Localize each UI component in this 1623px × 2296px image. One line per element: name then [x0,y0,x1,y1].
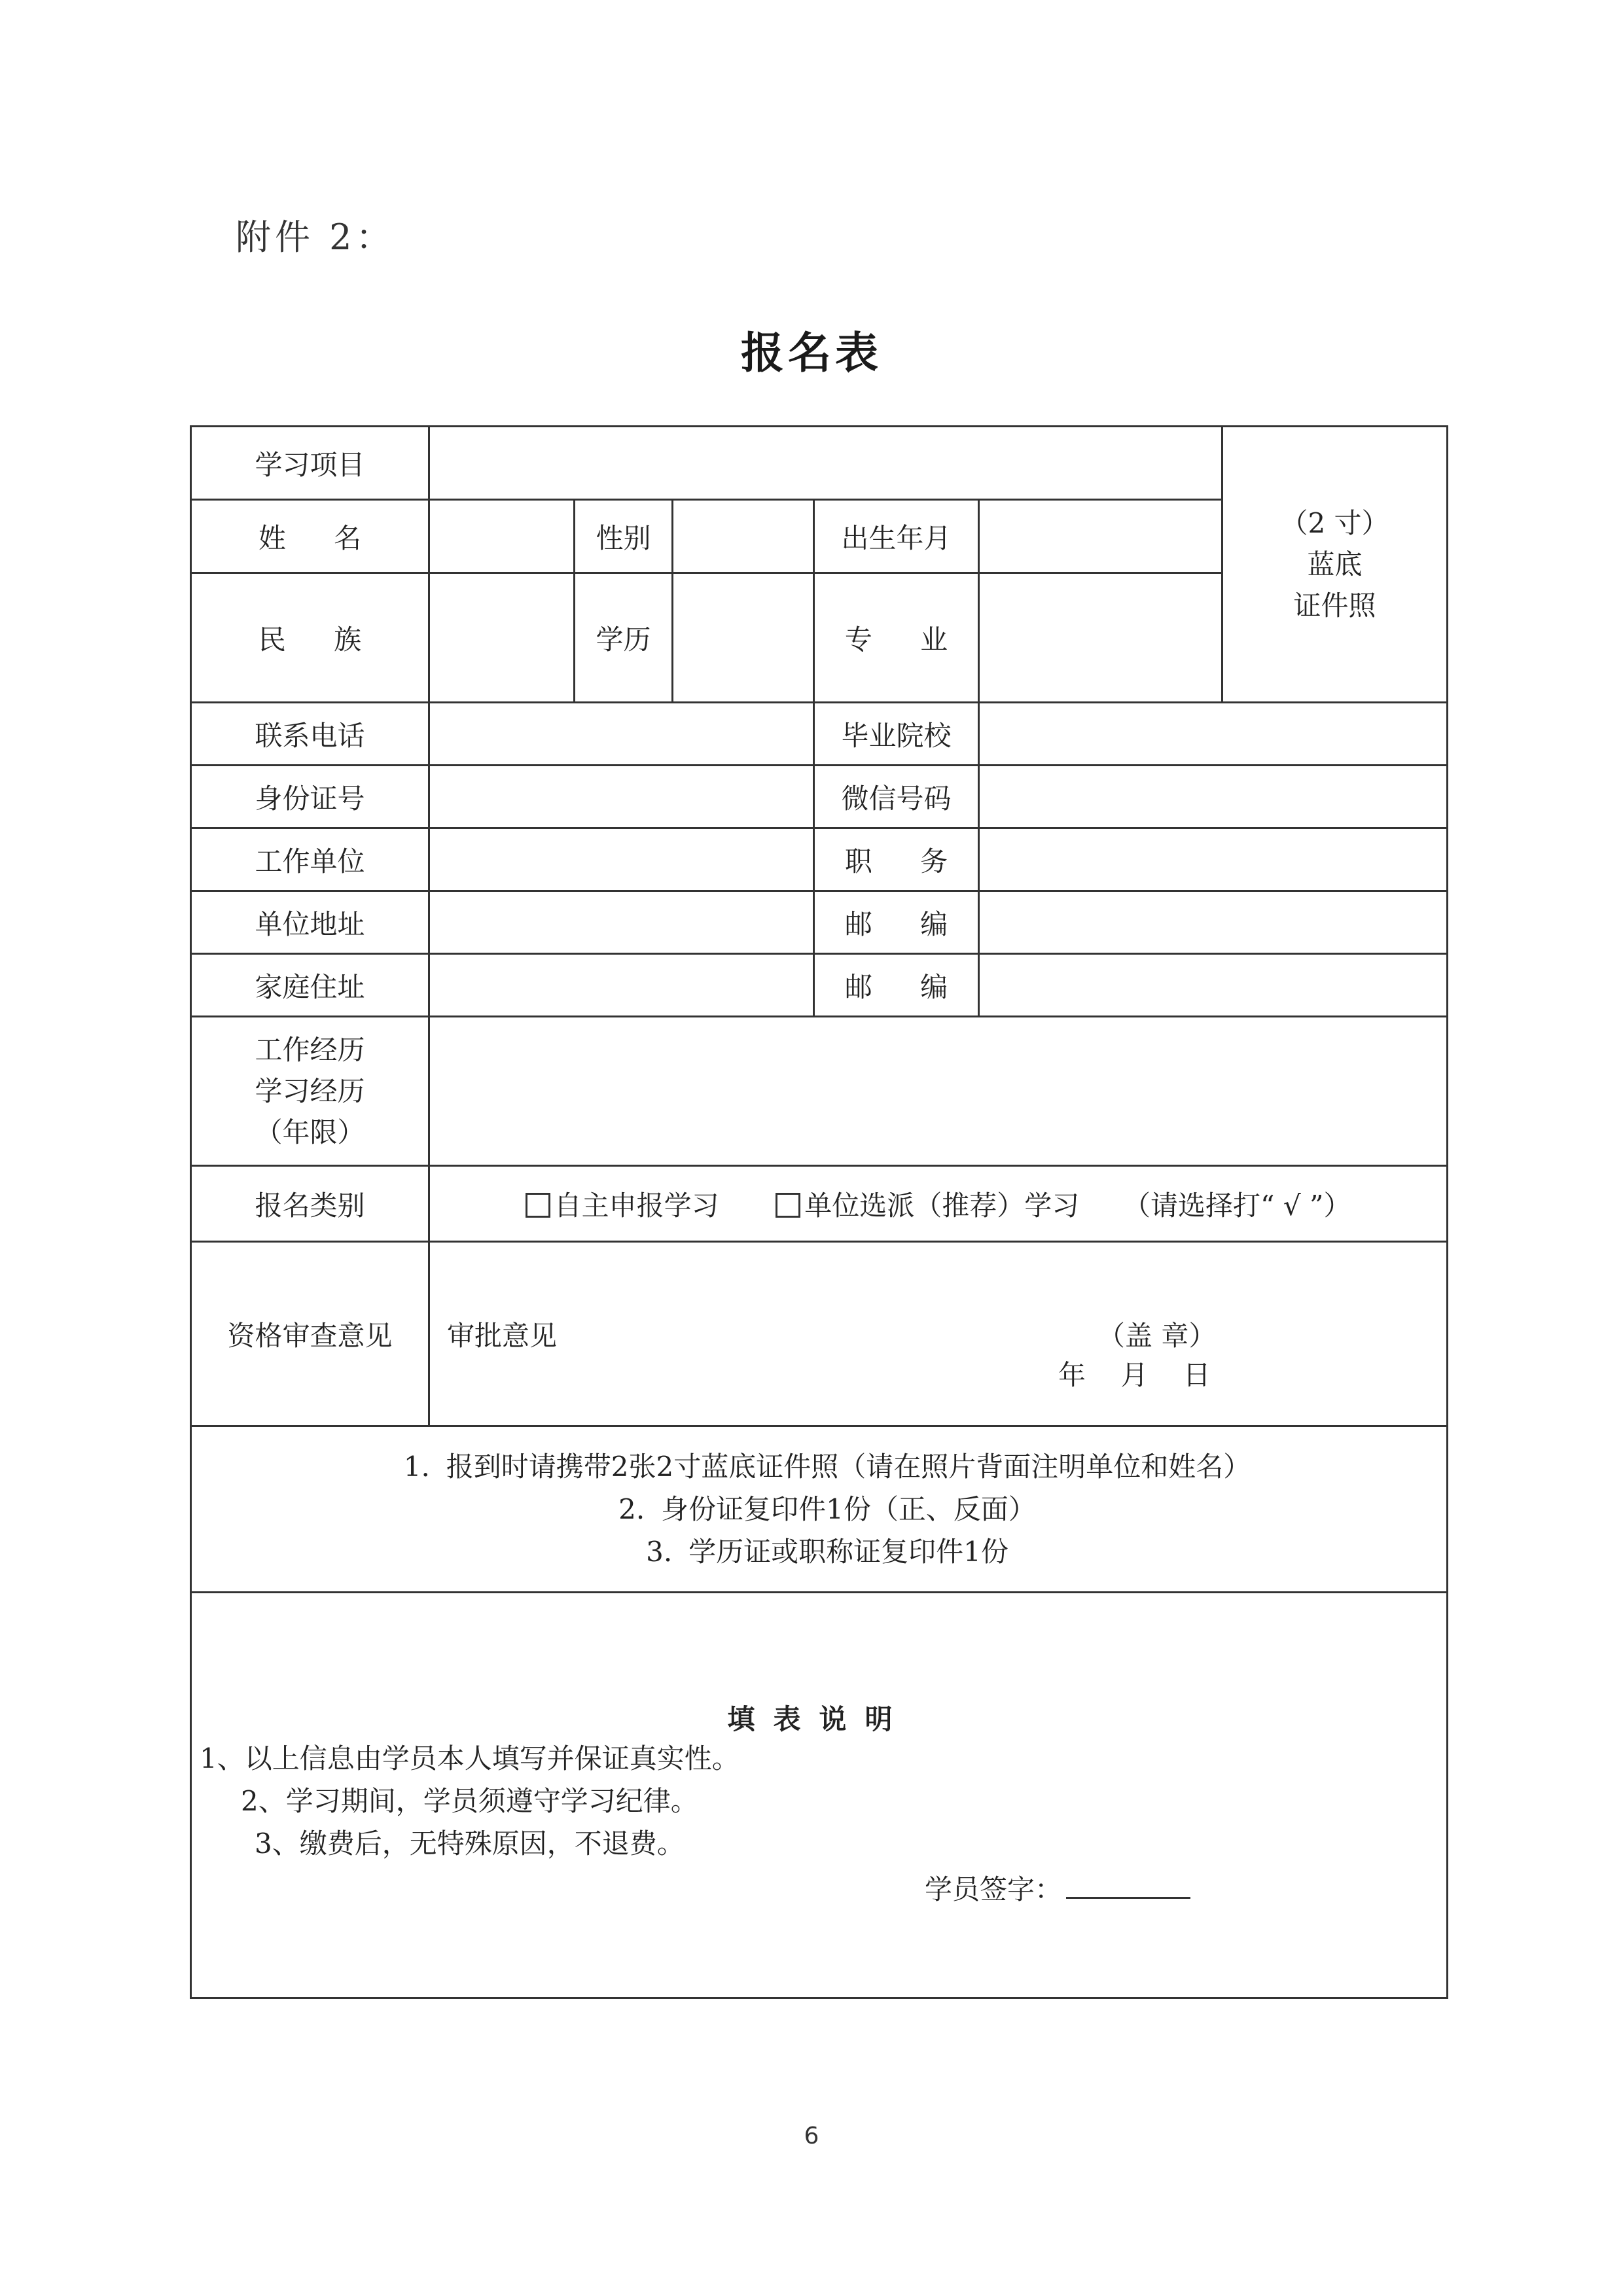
position-label: 职 务 [814,828,979,891]
study-experience-text: 学习经历 [255,1075,365,1107]
home-postcode-label: 邮 编 [814,954,979,1017]
photo-bg-text: 蓝底 [1307,548,1363,580]
unit-assigned-checkbox[interactable] [776,1193,800,1218]
employer-address-field[interactable] [429,891,814,954]
unit-assigned-option-label: 单位选派（推荐）学习 [804,1189,1080,1222]
review-field[interactable] [429,1242,1448,1426]
school-label: 毕业院校 [814,703,979,766]
stamp-label: （盖 章） [1097,1320,1217,1352]
self-study-checkbox[interactable] [526,1193,550,1218]
notes-section [191,1426,1448,1593]
wechat-label: 微信号码 [814,766,979,828]
years-text: （年限） [255,1116,365,1148]
employer-label: 工作单位 [191,828,429,891]
page-number: 6 [804,2123,819,2149]
experience-field[interactable] [429,1017,1448,1166]
review-date: 年 月 日 [1058,1359,1211,1391]
major-field[interactable] [979,573,1222,703]
photo-placeholder [1222,427,1448,703]
self-study-option-label: 自主申报学习 [554,1189,719,1222]
note-item: 2. 身份证复印件1份（正、反面） [618,1492,1036,1525]
page-title: 报名表 [741,327,882,378]
gender-label: 性别 [575,500,673,573]
education-field[interactable] [673,573,814,703]
name-label: 姓 名 [191,500,429,573]
instructions-section [191,1593,1448,1998]
education-label: 学历 [575,573,673,703]
work-experience-text: 工作经历 [255,1034,365,1066]
instructions-title: 填表说明 [727,1703,911,1735]
instructions-list [200,1737,740,1865]
photo-size-text: （2 寸） [1280,507,1389,539]
registration-form [190,425,1448,1999]
major-label: 专 业 [814,573,979,703]
birth-field[interactable] [979,500,1222,573]
instruction-item: 3、缴费后，无特殊原因，不退费。 [255,1828,685,1860]
postcode-field[interactable] [979,891,1448,954]
signature-line[interactable] [1066,1897,1190,1899]
home-address-field[interactable] [429,954,814,1017]
phone-label: 联系电话 [191,703,429,766]
postcode-label: 邮 编 [814,891,979,954]
ethnicity-label: 民 族 [191,573,429,703]
category-options [429,1166,1448,1242]
home-postcode-field[interactable] [979,954,1448,1017]
experience-label [191,1017,429,1166]
instruction-item: 1、以上信息由学员本人填写并保证真实性。 [200,1742,740,1775]
name-field[interactable] [429,500,575,573]
study-project-field[interactable] [429,427,1222,500]
signature-row [925,1868,1190,1907]
id-number-field[interactable] [429,766,814,828]
home-address-label: 家庭住址 [191,954,429,1017]
note-item: 3. 学历证或职称证复印件1份 [646,1536,1008,1568]
birth-label: 出生年月 [814,500,979,573]
note-item: 1. 报到时请携带2张2寸蓝底证件照（请在照片背面注明单位和姓名） [403,1450,1251,1483]
phone-field[interactable] [429,703,814,766]
signature-label: 学员签字： [925,1873,1063,1905]
school-field[interactable] [979,703,1448,766]
position-field[interactable] [979,828,1448,891]
review-title: 审批意见 [447,1320,558,1352]
photo-type-text: 证件照 [1293,590,1376,622]
category-hint: （请选择打“ √ ”） [1123,1189,1351,1222]
review-label: 资格审查意见 [191,1242,429,1426]
attachment-label: 附件 2： [236,217,395,258]
employer-field[interactable] [429,828,814,891]
category-label: 报名类别 [191,1166,429,1242]
employer-address-label: 单位地址 [191,891,429,954]
ethnicity-field[interactable] [429,573,575,703]
id-number-label: 身份证号 [191,766,429,828]
study-project-label: 学习项目 [191,427,429,500]
gender-field[interactable] [673,500,814,573]
instruction-item: 2、学习期间，学员须遵守学习纪律。 [241,1785,698,1818]
wechat-field[interactable] [979,766,1448,828]
